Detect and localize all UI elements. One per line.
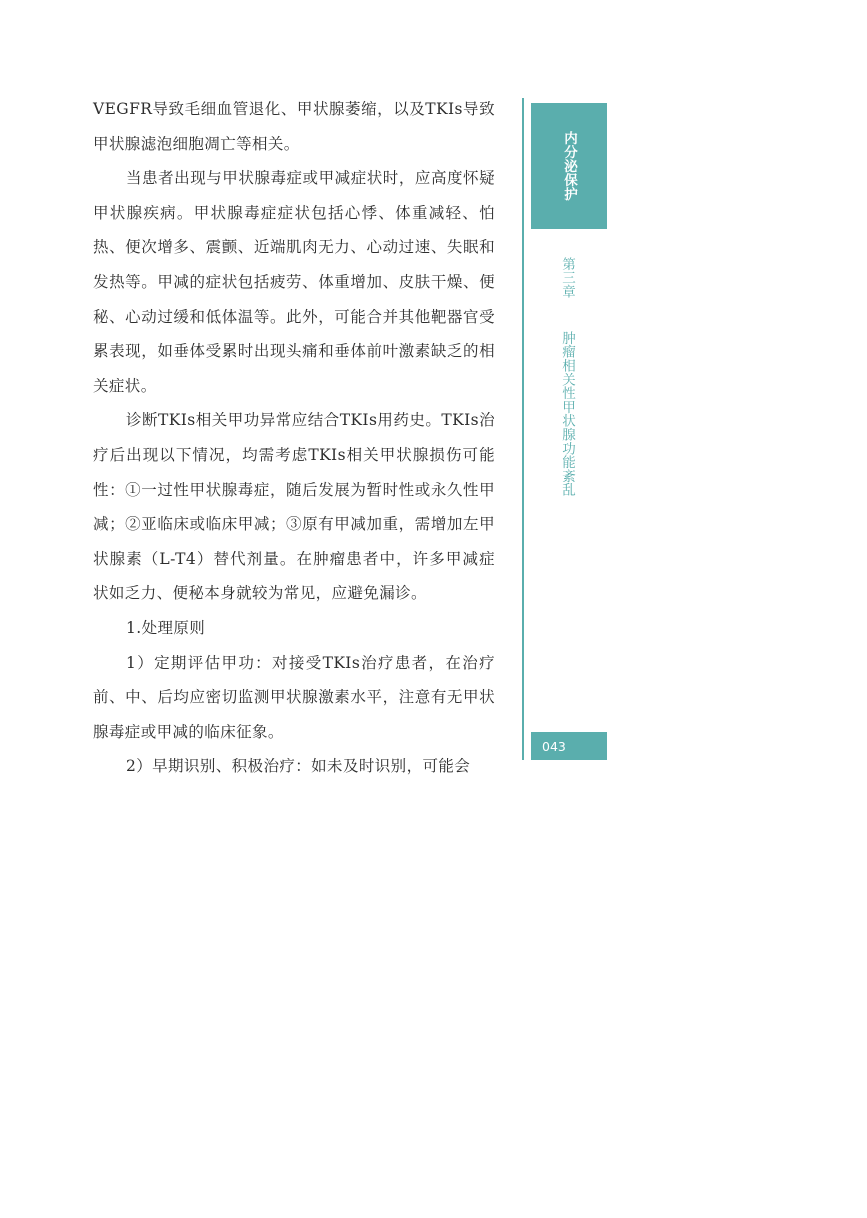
- paragraph-continuation: VEGFR导致毛细血管退化、甲状腺萎缩，以及TKIs导致甲状腺滤泡细胞凋亡等相关。: [93, 100, 495, 153]
- paragraph-diagnosis: 诊断TKIs相关甲功异常应结合TKIs用药史。TKIs治疗后出现以下情况，均需考虑TKIs相关甲状腺损伤可能性：①一过性甲状腺毒症，随后发展为暂时性或永久性甲减；②亚临床或临床甲减；③原有甲减加重，需增加左甲状腺素（L-T4）替代剂量。在肿瘤患者中，许多甲减症状如乏力、便秘本身就较为常见，应避免漏诊。: [93, 411, 495, 603]
- page-number: 043: [542, 738, 566, 754]
- paragraph-early-identification: 2）早期识别、积极治疗：如未及时识别，可能会: [126, 757, 471, 776]
- margin-divider-line: [522, 98, 524, 760]
- section-heading-principles: 1.处理原则: [126, 618, 206, 637]
- page-number-badge: [531, 732, 607, 760]
- body-text: [93, 92, 495, 784]
- section-tab: [531, 103, 607, 229]
- paragraph-symptoms: 当患者出现与甲状腺毒症或甲减症状时，应高度怀疑甲状腺疾病。甲状腺毒症症状包括心悸、体重减轻、怕热、便次增多、震颤、近端肌肉无力、心动过速、失眠和发热等。甲减的症状包括疲劳、体重增加、皮肤干燥、便秘、心动过缓和低体温等。此外，可能合并其他靶器官受累表现，如垂体受累时出现头痛和垂体前叶激素缺乏的相关症状。: [93, 169, 495, 395]
- section-label: 内分泌保护: [561, 131, 577, 201]
- chapter-title: 第三章 肿瘤相关性甲状腺功能紊乱: [559, 257, 575, 497]
- paragraph-regular-assessment: 1）定期评估甲功：对接受TKIs治疗患者，在治疗前、中、后均应密切监测甲状腺激素水平，注意有无甲状腺毒症或甲减的临床征象。: [93, 653, 495, 741]
